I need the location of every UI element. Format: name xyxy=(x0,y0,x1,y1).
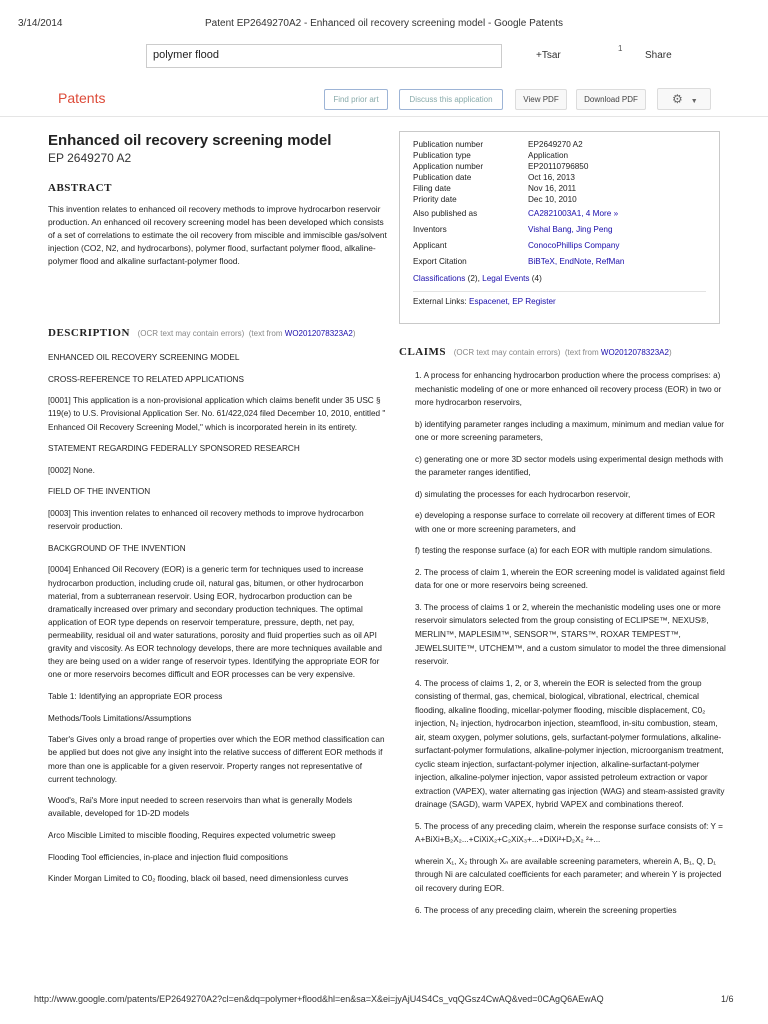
description-paragraph: CROSS-REFERENCE TO RELATED APPLICATIONS xyxy=(48,374,244,384)
info-value: EP2649270 A2 xyxy=(528,140,583,149)
patents-logo[interactable]: Patents xyxy=(58,90,106,106)
also-published-link[interactable]: CA2821003A1, 4 More » xyxy=(528,209,619,218)
description-heading xyxy=(48,327,356,339)
info-label: Publication number xyxy=(413,140,484,149)
page-number: 1/6 xyxy=(721,994,734,1004)
search-input[interactable]: polymer flood xyxy=(146,44,502,68)
description-paragraph: [0004] Enhanced Oil Recovery (EOR) is a generic term for techniques used to increase hydrocarbon production, including crude oil, natural gas, bitumen, or other hydrocarbon material, from a subterranean reservoir. Using EOR, hydrocarbon production can be dramatically increased over primary and secondary production techniques. The optimal application of EOR type depends on reservoir temperature, pressure, depth, net pay, permeability, residual oil and water saturations, porosity and fluid properties such as oil API gravity and viscosity. As EOR technology develops, there are more techniques available and they are being used on a wider range of reservoir types. Identifying the appropriate EOR for one or more reservoirs becomes difficult and EOR processes can be very expensive. xyxy=(48,565,382,680)
info-value: Application xyxy=(528,151,569,160)
description-paragraph: [0002] None. xyxy=(48,465,95,475)
find-prior-art-button[interactable]: Find prior art xyxy=(324,89,388,110)
text-from-close: ) xyxy=(352,329,356,338)
claims-body xyxy=(415,369,730,925)
claim-paragraph: b) identifying parameter ranges including a maximum, minimum and median value for one or more screening parameters, xyxy=(415,419,724,443)
claim-paragraph: 3. The process of claims 1 or 2, wherein the mechanistic modeling uses one or more reservoir simulators selected from the group consisting of ECLIPSE™, NEXUS®, MERLIN™, MAPLESIM™, SENSOR™, STARS™, ROXAR TEMPEST™, JEWELSUITE™, UTCHEM™, and a custom simulator to model the three dimensional reservoir. xyxy=(415,602,726,667)
description-paragraph: FIELD OF THE INVENTION xyxy=(48,487,151,497)
description-paragraph: Table 1: Identifying an appropriate EOR process xyxy=(48,692,223,701)
discuss-application-button[interactable]: Discuss this application xyxy=(399,89,503,110)
description-heading-text: DESCRIPTION xyxy=(48,327,130,339)
download-pdf-button[interactable]: Download PDF xyxy=(576,89,646,110)
applicant-link[interactable]: ConocoPhillips Company xyxy=(528,241,620,250)
description-paragraph: Wood's, Rai's More input needed to screen reservoirs than what is generally Models available, developed for 1D-2D models xyxy=(48,796,353,819)
share-button[interactable]: Share xyxy=(645,50,672,61)
classifications-count: (2), xyxy=(467,274,483,283)
patent-info-box xyxy=(399,131,720,324)
header-divider xyxy=(0,116,768,117)
info-divider xyxy=(413,291,706,292)
classifications-link[interactable]: Classifications xyxy=(413,274,466,283)
info-value: Nov 16, 2011 xyxy=(528,184,577,193)
print-date: 3/14/2014 xyxy=(18,18,63,29)
applicant-label: Applicant xyxy=(413,241,447,250)
claim-paragraph: c) generating one or more 3D sector models using experimental design methods with the parameter ranges identified, xyxy=(415,454,724,478)
claim-paragraph: 5. The process of any preceding claim, wherein the response surface consists of: Y = A+BiXi+B₂X₂...+CiXiX₂+C₂XiX₃+...+DiXi²+D₂X₂ ²+... xyxy=(415,821,723,845)
print-page-title: Patent EP2649270A2 - Enhanced oil recovery screening model - Google Patents xyxy=(205,18,563,29)
description-paragraph: Methods/Tools Limitations/Assumptions xyxy=(48,713,192,723)
description-paragraph: STATEMENT REGARDING FEDERALLY SPONSORED RESEARCH xyxy=(48,444,300,454)
claim-paragraph: 6. The process of any preceding claim, wherein the screening properties xyxy=(415,905,677,915)
external-links[interactable]: Espacenet, EP Register xyxy=(468,297,556,306)
patent-title: Enhanced oil recovery screening model xyxy=(48,132,332,149)
patent-number: EP 2649270 A2 xyxy=(48,151,132,165)
description-paragraph: [0003] This invention relates to enhanced oil recovery methods to improve hydrocarbon reservoir production. xyxy=(48,509,364,532)
description-source-link[interactable]: WO2012078323A2 xyxy=(284,329,353,338)
info-label: Priority date xyxy=(413,195,457,204)
text-from-label: (text from xyxy=(564,348,601,357)
description-paragraph: Taber's Gives only a broad range of properties over which the EOR method classification can be applied but does not give any insight into the relative success of different EOR methods if more than one is applicable for a given reservoir. Property ranges not representative of current technology. xyxy=(48,735,385,784)
print-footer-url: http://www.google.com/patents/EP2649270A2?cl=en&dq=polymer+flood&hl=en&sa=X&ei=jyAjU4S4Cs_vqQGsz4CwAQ&ved=0CAgQ6AEwAQ xyxy=(34,994,604,1004)
external-links-label: External Links: xyxy=(413,297,469,306)
info-label: Publication type xyxy=(413,151,471,160)
description-paragraph: Flooding Tool efficiencies, in-place and injection fluid compositions xyxy=(48,852,289,862)
description-paragraph: Arco Miscible Limited to miscible flooding, Requires expected volumetric sweep xyxy=(48,831,336,840)
ocr-note-text: (OCR text may contain errors) xyxy=(137,329,245,338)
info-value: EP20110796850 xyxy=(528,162,589,171)
claim-paragraph: 4. The process of claims 1, 2, or 3, wherein the EOR is selected from the group consisting of thermal, gas, chemical, biological, vibrational, electrical, chemical flooding, alkaline flooding, micellar-polymer flooding, miscible displacement, C0₂ injection, N₂ injection, hydrocarbon injection, steamflood, in-situ combustion, steam, air, steam oxygen, polymer solutions, gels, surfactant-polymer formulations, alkaline- surfactant-polymer formulations, alkaline-polymer injection, microorganism treatment, cyclic steam injection, surfactant-polymer injection, alkaline-surfactant-polymer injection, alkaline-polymer injection, vapor assisted petroleum extraction or vapor extraction (VAPEX), water alternating gas injection (WAG) and steam-assisted gravity drainage (SAGD), warm VAPEX, hybrid VAPEX and combinations thereof. xyxy=(415,678,725,810)
claim-paragraph: 2. The process of claim 1, wherein the EOR screening model is validated against field data for one or more reservoirs being screened. xyxy=(415,567,725,591)
info-label: Filing date xyxy=(413,184,451,193)
chevron-down-icon: ▼ xyxy=(690,98,698,105)
text-from-label: (text from xyxy=(248,329,285,338)
claims-source-link[interactable]: WO2012078323A2 xyxy=(600,348,669,357)
claim-paragraph: f) testing the response surface (a) for each EOR with multiple random simulations. xyxy=(415,546,713,556)
claim-paragraph: 1. A process for enhancing hydrocarbon production where the process comprises: a) mechanistic modeling of one or more enhanced oil recovery process (EOR) in two or more hydrocarbon reservoirs, xyxy=(415,371,722,408)
abstract-text: This invention relates to enhanced oil recovery methods to improve hydrocarbon reservoir production. An enhanced oil recovery screening model has been developed which consists of a set of correlations to estimate the oil recovery from miscible and immiscible gas/solvent injection (CO2, N2, and hydrocarbons), polymer flood, surfactant polymer flood, alkaline-polymer flood and alkaline surfactant-polymer flood. xyxy=(48,204,387,267)
claim-paragraph: wherein X₁, X₂ through Xₙ are available screening parameters, wherein A, B₁, Q, D₁ through Ni are calculated coefficients for each parameter; and wherein Y is projected oil recovery during EOR. xyxy=(415,856,722,893)
export-citation-links[interactable]: BiBTeX, EndNote, RefMan xyxy=(528,257,625,266)
settings-menu-button[interactable] xyxy=(657,88,711,110)
claims-heading xyxy=(399,346,672,358)
ocr-note xyxy=(133,329,355,338)
also-published-label: Also published as xyxy=(413,209,478,218)
description-body xyxy=(48,351,388,894)
info-label: Publication date xyxy=(413,173,472,182)
ocr-note xyxy=(449,348,671,357)
claim-paragraph: e) developing a response surface to correlate oil recovery at different times of EOR with one or more screening parameters, and xyxy=(415,511,716,534)
abstract-heading: ABSTRACT xyxy=(48,182,112,194)
export-citation-label: Export Citation xyxy=(413,257,467,266)
description-paragraph: ENHANCED OIL RECOVERY SCREENING MODEL xyxy=(48,353,240,362)
description-paragraph: BACKGROUND OF THE INVENTION xyxy=(48,543,186,553)
notification-count[interactable]: 1 xyxy=(618,44,623,53)
legal-events-link[interactable]: Legal Events xyxy=(482,274,530,283)
claims-heading-text: CLAIMS xyxy=(399,346,447,358)
info-value: Dec 10, 2010 xyxy=(528,195,577,204)
ocr-note-text: (OCR text may contain errors) xyxy=(453,348,561,357)
text-from-close: ) xyxy=(668,348,672,357)
legal-events-count: (4) xyxy=(531,274,542,283)
description-paragraph: [0001] This application is a non-provisional application which claims benefit under 35 USC § 119(e) to U.S. Provisional Application Ser. No. 61/422,024 filed December 10, 2010, entitled " Enhanced Oil Recovery Screening Model," which is incorporated herein in its entirety. xyxy=(48,396,386,432)
tsar-profile-link[interactable]: +Tsar xyxy=(536,50,561,61)
info-label: Application number xyxy=(413,162,484,171)
view-pdf-button[interactable]: View PDF xyxy=(515,89,567,110)
description-paragraph: Kinder Morgan Limited to C0₂ flooding, black oil based, need dimensionless curves xyxy=(48,874,349,884)
claim-paragraph: d) simulating the processes for each hydrocarbon reservoir, xyxy=(415,489,631,499)
inventors-link[interactable]: Vishal Bang, Jing Peng xyxy=(528,225,613,234)
gear-icon: ⚙ xyxy=(672,92,683,106)
info-value: Oct 16, 2013 xyxy=(528,173,575,182)
inventors-label: Inventors xyxy=(413,225,447,234)
